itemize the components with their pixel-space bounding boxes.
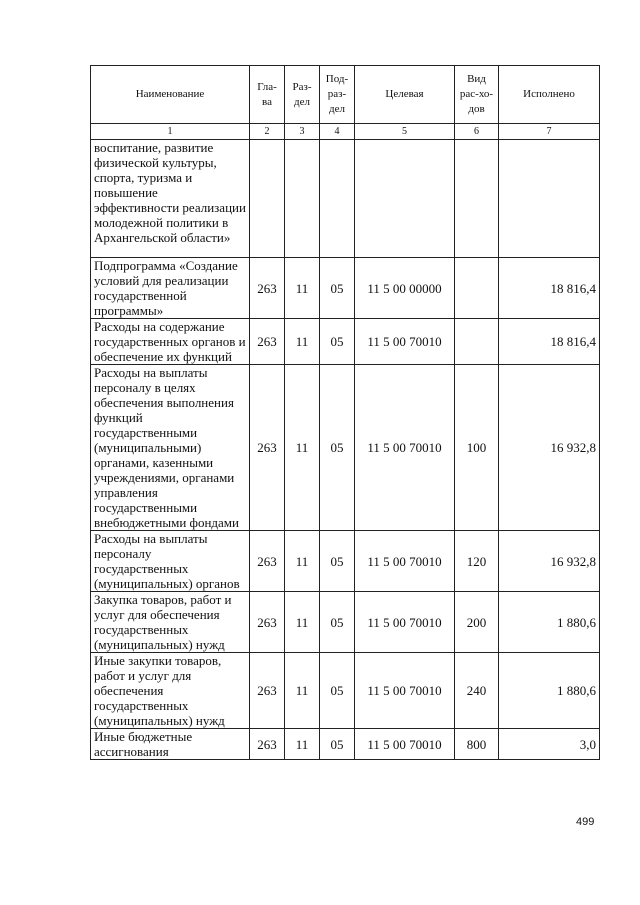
col-header-vid: Вид рас-хо-дов — [455, 66, 499, 124]
row-glava — [250, 140, 285, 258]
table-row — [91, 258, 600, 319]
row-vid: 100 — [455, 365, 499, 531]
col-header-amount: Исполнено — [499, 66, 600, 124]
row-podrazdel: 05 — [320, 653, 355, 729]
row-razdel: 11 — [285, 365, 320, 531]
page-number: 499 — [576, 816, 595, 828]
row-vid — [455, 258, 499, 319]
row-razdel: 11 — [285, 531, 320, 592]
row-razdel: 11 — [285, 653, 320, 729]
row-target: 11 5 00 70010 — [355, 531, 455, 592]
table-row — [91, 729, 600, 760]
col-header-name: Наименование — [91, 66, 250, 124]
row-glava: 263 — [250, 653, 285, 729]
row-name: воспитание, развитие физической культуры, спорта, туризма и повышение эффективности реализации молодежной политики в Архангельской области» — [91, 140, 250, 258]
col-header-glava: Гла-ва — [250, 66, 285, 124]
header-row — [91, 66, 600, 124]
column-number-row — [91, 124, 600, 140]
row-amount: 18 816,4 — [499, 258, 600, 319]
row-glava: 263 — [250, 531, 285, 592]
row-name: Иные закупки товаров, работ и услуг для обеспечения государственных (муниципальных) нужд — [91, 653, 250, 729]
row-glava: 263 — [250, 592, 285, 653]
row-podrazdel: 05 — [320, 365, 355, 531]
row-target — [355, 140, 455, 258]
row-amount: 1 880,6 — [499, 592, 600, 653]
row-glava: 263 — [250, 729, 285, 760]
col-number: 5 — [355, 124, 455, 140]
col-header-target: Целевая — [355, 66, 455, 124]
row-target: 11 5 00 00000 — [355, 258, 455, 319]
table-row — [91, 592, 600, 653]
budget-table — [90, 65, 600, 760]
row-podrazdel — [320, 140, 355, 258]
row-razdel: 11 — [285, 592, 320, 653]
row-name: Иные бюджетные ассигнования — [91, 729, 250, 760]
col-number: 4 — [320, 124, 355, 140]
row-target: 11 5 00 70010 — [355, 319, 455, 365]
row-podrazdel: 05 — [320, 258, 355, 319]
row-razdel: 11 — [285, 729, 320, 760]
row-target: 11 5 00 70010 — [355, 365, 455, 531]
row-glava: 263 — [250, 365, 285, 531]
row-target: 11 5 00 70010 — [355, 653, 455, 729]
row-name: Закупка товаров, работ и услуг для обеспечения государственных (муниципальных) нужд — [91, 592, 250, 653]
row-amount: 16 932,8 — [499, 531, 600, 592]
row-razdel: 11 — [285, 258, 320, 319]
col-header-podrazdel: Под-раз-дел — [320, 66, 355, 124]
row-amount: 16 932,8 — [499, 365, 600, 531]
row-name: Расходы на содержание государственных органов и обеспечение их функций — [91, 319, 250, 365]
row-glava: 263 — [250, 319, 285, 365]
row-amount: 3,0 — [499, 729, 600, 760]
row-vid — [455, 140, 499, 258]
row-vid: 120 — [455, 531, 499, 592]
row-amount: 18 816,4 — [499, 319, 600, 365]
col-number: 7 — [499, 124, 600, 140]
row-name: Расходы на выплаты персоналу в целях обеспечения выполнения функций государственными (муниципальными) органами, казенными учреждениями, органами управления государственными внебюджетными фондами — [91, 365, 250, 531]
row-podrazdel: 05 — [320, 531, 355, 592]
row-vid: 800 — [455, 729, 499, 760]
table-row — [91, 319, 600, 365]
col-number: 1 — [91, 124, 250, 140]
row-target: 11 5 00 70010 — [355, 729, 455, 760]
row-amount — [499, 140, 600, 258]
table-row — [91, 653, 600, 729]
row-name: Расходы на выплаты персоналу государственных (муниципальных) органов — [91, 531, 250, 592]
row-razdel — [285, 140, 320, 258]
row-glava: 263 — [250, 258, 285, 319]
row-amount: 1 880,6 — [499, 653, 600, 729]
col-header-razdel: Раз-дел — [285, 66, 320, 124]
col-number: 6 — [455, 124, 499, 140]
table-row — [91, 140, 600, 258]
row-name: Подпрограмма «Создание условий для реализации государственной программы» — [91, 258, 250, 319]
table-row — [91, 531, 600, 592]
row-target: 11 5 00 70010 — [355, 592, 455, 653]
col-number: 3 — [285, 124, 320, 140]
row-podrazdel: 05 — [320, 729, 355, 760]
row-podrazdel: 05 — [320, 319, 355, 365]
row-podrazdel: 05 — [320, 592, 355, 653]
row-vid — [455, 319, 499, 365]
row-vid: 240 — [455, 653, 499, 729]
table-row — [91, 365, 600, 531]
row-razdel: 11 — [285, 319, 320, 365]
col-number: 2 — [250, 124, 285, 140]
row-vid: 200 — [455, 592, 499, 653]
